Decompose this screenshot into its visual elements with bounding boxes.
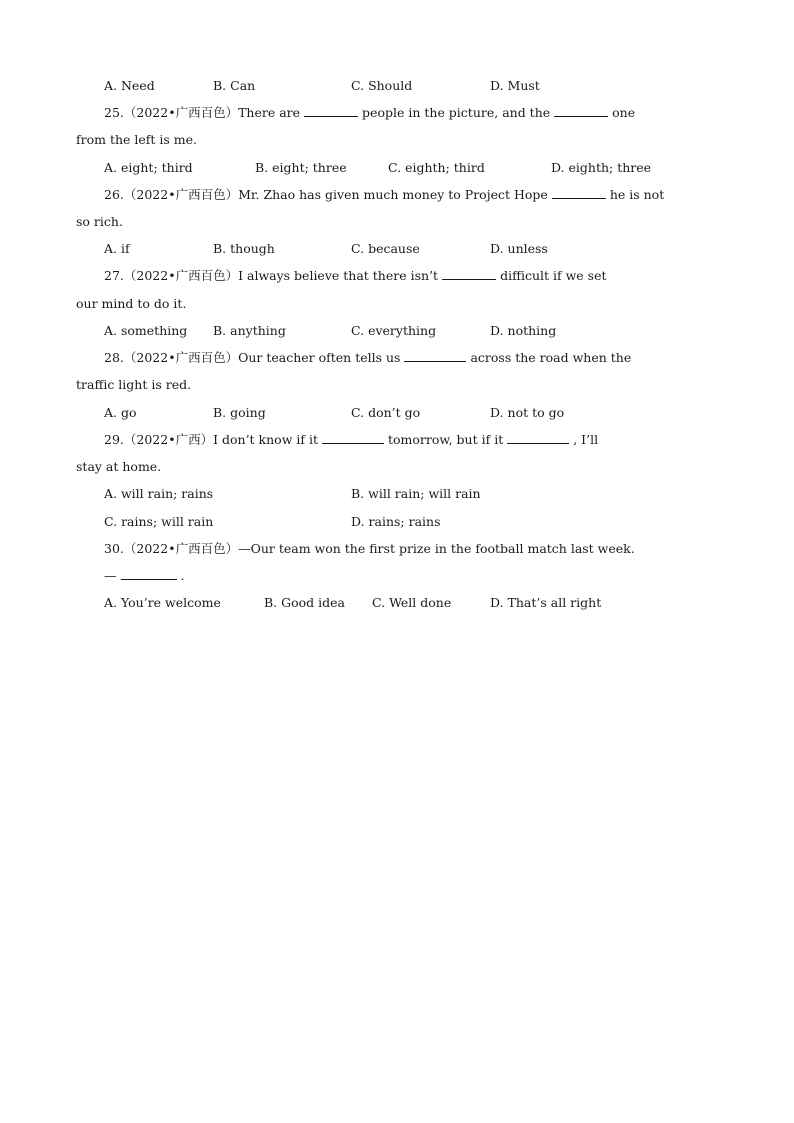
q28-stem [104, 350, 744, 366]
q26-option-c: C. because [351, 241, 420, 256]
q30-stem [104, 541, 744, 557]
q29-option-c: C. rains; will rain [104, 514, 214, 529]
q29-text-2: tomorrow, but if it [387, 432, 504, 447]
q25-text-3: one [612, 105, 636, 120]
q26-text-1: Mr. Zhao has given much money to Project Hope [238, 187, 548, 202]
q26-text-2: he is not [609, 187, 665, 202]
q25-number: 25.（2022•广西百色） [104, 105, 239, 120]
q30-period: . [180, 568, 185, 583]
q28-text-2: across the road when the [470, 350, 632, 365]
q29-text-3: , I’ll [573, 432, 599, 447]
q25-continuation: from the left is me. [76, 132, 198, 147]
q27-option-b: B. anything [213, 323, 286, 338]
q25-option-c: C. eighth; third [388, 160, 485, 175]
q27-option-c: C. everything [351, 323, 437, 338]
q26-continuation: so rich. [76, 214, 123, 229]
q25-blank-1 [304, 105, 358, 117]
q30-option-c: C. Well done [372, 595, 452, 610]
q26-blank [552, 187, 606, 199]
q29-blank-2 [507, 432, 569, 444]
q29-blank-1 [322, 432, 384, 444]
q25-blank-2 [554, 105, 608, 117]
q25-stem [104, 105, 744, 121]
q30-blank [121, 568, 177, 580]
q27-text-2: difficult if we set [500, 268, 607, 283]
q24-option-d: D. Must [490, 78, 540, 93]
q26-option-d: D. unless [490, 241, 548, 256]
q29-option-a: A. will rain; rains [104, 486, 214, 501]
q26-option-b: B. though [213, 241, 275, 256]
q27-option-a: A. something [104, 323, 188, 338]
q30-option-d: D. That’s all right [490, 595, 602, 610]
q28-continuation: traffic light is red. [76, 377, 192, 392]
q27-blank [442, 268, 496, 280]
q29-continuation: stay at home. [76, 459, 162, 474]
q28-blank [404, 350, 466, 362]
q25-text-1: There are [238, 105, 301, 120]
q24-option-b: B. Can [213, 78, 256, 93]
q28-text-1: Our teacher often tells us [238, 350, 401, 365]
q25-text-2: people in the picture, and the [362, 105, 551, 120]
q25-option-b: B. eight; three [255, 160, 347, 175]
q30-option-a: A. You’re welcome [104, 595, 221, 610]
q29-option-d: D. rains; rains [351, 514, 441, 529]
q29-text-1: I don’t know if it [213, 432, 318, 447]
q27-text-1: I always believe that there isn’t [238, 268, 439, 283]
q25-option-d: D. eighth; three [551, 160, 652, 175]
q24-option-c: C. Should [351, 78, 413, 93]
q28-option-d: D. not to go [490, 405, 565, 420]
q30-number: 30.（2022•广西百色） [104, 541, 239, 556]
q28-option-c: C. don’t go [351, 405, 421, 420]
q24-option-a: A. Need [104, 78, 155, 93]
q30-text-1: —Our team won the first prize in the football match last week. [238, 541, 635, 556]
q28-option-a: A. go [104, 405, 137, 420]
q26-option-a: A. if [104, 241, 130, 256]
q30-reply-line [104, 568, 744, 584]
q29-stem [104, 432, 744, 448]
q28-number: 28.（2022•广西百色） [104, 350, 239, 365]
q26-stem [104, 187, 744, 203]
q27-stem [104, 268, 744, 284]
q29-number: 29.（2022•广西） [104, 432, 214, 447]
q30-option-b: B. Good idea [264, 595, 345, 610]
q27-option-d: D. nothing [490, 323, 557, 338]
q27-continuation: our mind to do it. [76, 296, 187, 311]
q27-number: 27.（2022•广西百色） [104, 268, 239, 283]
q29-option-b: B. will rain; will rain [351, 486, 481, 501]
q25-option-a: A. eight; third [104, 160, 193, 175]
q30-dash: — [104, 568, 117, 583]
q26-number: 26.（2022•广西百色） [104, 187, 239, 202]
q28-option-b: B. going [213, 405, 266, 420]
